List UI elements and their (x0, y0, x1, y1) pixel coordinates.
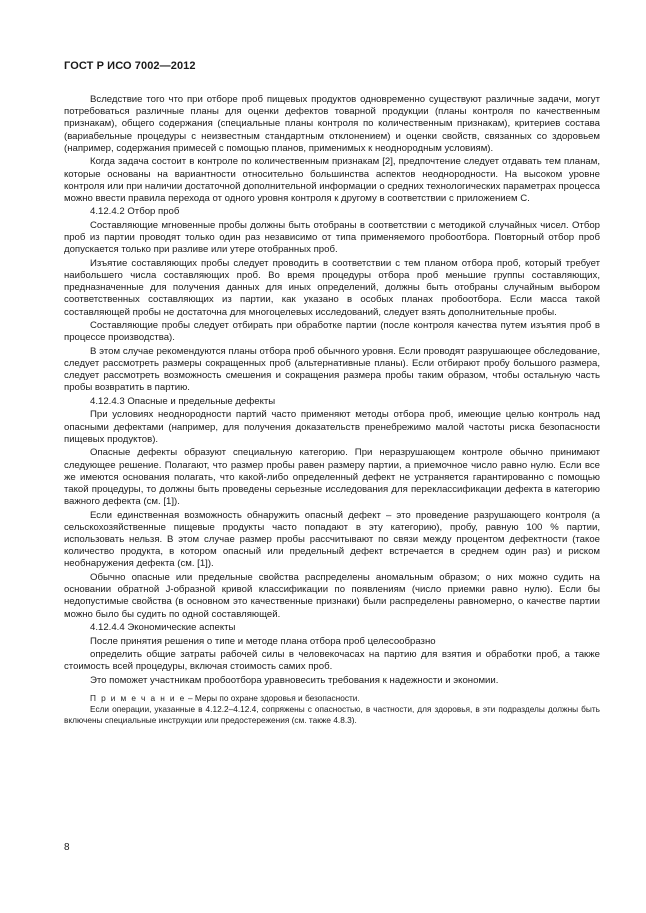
paragraph: Изъятие составляющих пробы следует проводить в соответствии с тем планом отбора проб, который требует наибольшего числа составляющих проб. Во время процедуры отбора проб меньшие группы составляющих, предназначенные для получения данных для иных определений, должны быть отобраны случайным выбором соответственных составляющих из партии, как указано в особых планах пробоотбора. Если масса такой составляющей пробы не достаточна для многоцелевых исследований, следует взять дополнительные пробы. (64, 257, 600, 318)
section-heading: 4.12.4.3 Опасные и предельные дефекты (90, 395, 276, 407)
paragraph: Это поможет участникам пробоотбора уравновесить требования к надежности и экономии. (90, 674, 499, 686)
document-body (64, 94, 600, 725)
note-block (64, 693, 600, 725)
page-number: 8 (64, 842, 70, 853)
note-first-line-text: – Меры по охране здоровья и безопасности. (185, 693, 360, 703)
paragraph: Вследствие того что при отборе проб пищевых продуктов одновременно существуют различные задачи, могут потребоваться различные планы для оценки дефектов товарной продукции (планы контроля по качественным признакам), общего содержания (специальные планы контроля по количественным признакам), критериев состава (вариабельные процедуры с неизвестным стандартным отклонением) и оценки свойств, связанных со здоровьем (например, содержания примесей с помощью планов, применимых к неоднородным условиям). (64, 94, 600, 154)
paragraph: Если единственная возможность обнаружить опасный дефект – это проведение разрушающего контроля (а сельскохозяйственные пищевые продукты часто попадают в эту категорию), пробу, равную 100 % партии, использовать нельзя. В этом случае размер пробы рассчитывают по связи между процентом дефектности (такое количество продукта, в котором опасный или предельный дефект встречается в среднем один раз) и риском необнаружения дефекта (см. [1]). (64, 509, 600, 570)
note-text: Если операции, указанные в 4.12.2–4.12.4, сопряжены с опасностью, в частности, для здоровья, в эти подразделы должны быть включены специальные инструкции или предостережения (см. также 4.8.3). (64, 703, 600, 725)
paragraph: определить общие затраты рабочей силы в человекочасах на партию для взятия и обработки проб, а также стоимость всей процедуры, включая стоимость самих проб. (64, 649, 600, 673)
paragraph: Опасные дефекты образуют специальную категорию. При неразрушающем контроле обычно принимают следующее решение. Полагают, что размер пробы равен размеру партии, а приемочное число равно нулю. Если все же имеются основания полагать, что какой-либо определенный дефект не устраняется гарантированно с помощью такой процедуры, то должны быть проведены серьезные исследования для переклассификации дефекта в категорию важного дефекта (см. [1]). (64, 447, 600, 508)
document-header: ГОСТ Р ИСО 7002—2012 (64, 60, 196, 72)
paragraph: При условиях неоднородности партий часто применяют методы отбора проб, имеющие целью контроль над опасными дефектами (например, для получения доказательств пренебрежимо малой частоты риска безопасности пищевых продуктов). (64, 409, 600, 445)
paragraph: Составляющие пробы следует отбирать при обработке партии (после контроля качества путем изъятия проб в процессе производства). (64, 320, 600, 344)
note-label: П р и м е ч а н и е (90, 693, 186, 703)
paragraph: После принятия решения о типе и методе плана отбора проб целесообразно (90, 635, 436, 647)
paragraph: Обычно опасные или предельные свойства распределены аномальным образом; о них можно судить на основании обратной J-образной кривой классификации по появлениям (число приемки равно нулю). Если бы недопустимые свойства (в основном это качественные признаки) были распределены равномерно, о качестве партии можно было бы судить по одной составляющей. (64, 571, 600, 620)
paragraph: Составляющие мгновенные пробы должны быть отобраны в соответствии с методикой случайных чисел. Отбор проб из партии проводят только один раз независимо от типа применяемого пробоотбора. Повторный отбор проб допускается только при разливе или утере отобранных проб. (64, 219, 600, 256)
note-first-line (64, 693, 600, 704)
section-heading: 4.12.4.4 Экономические аспекты (90, 622, 236, 634)
paragraph: Когда задача состоит в контроле по количественным признакам [2], предпочтение следует отдавать тем планам, которые основаны на вариантности относительно большинства аспектов неоднородности. На высоком уровне контроля или при наличии достаточной дополнительной информации о средних технологических параметрах процесса можно ввести правила перехода от одного уровня контроля к другому в соответствии с приложением С. (64, 156, 600, 204)
section-heading: 4.12.4.2 Отбор проб (90, 206, 180, 218)
paragraph: В этом случае рекомендуются планы отбора проб обычного уровня. Если проводят разрушающее обследование, следует рассмотреть размеры сокращенных проб (альтернативные планы). Если отбирают пробу большого размера, следует рассмотреть возможность смешения и сокращения размера пробы таким образом, чтобы остальную часть пробы возвратить в партию. (64, 345, 600, 394)
